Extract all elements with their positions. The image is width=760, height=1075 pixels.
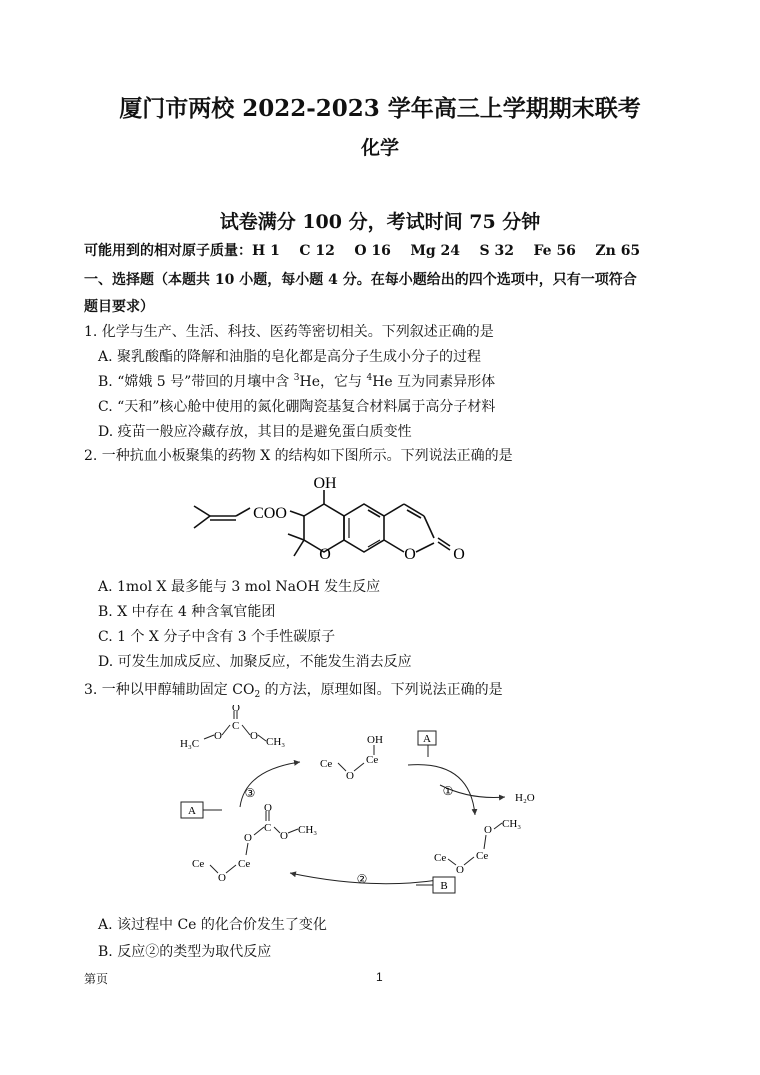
ce-label: Ce <box>192 858 205 870</box>
atomic-mass-line: 可能用到的相对原子质量：H 1 C 12 O 16 Mg 24 S 32 Fe 56 Zn 65 <box>84 243 641 259</box>
q1-stem: 1. 化学与生产、生活、科技、医药等密切相关。下列叙述正确的是 <box>84 324 494 340</box>
water-label: H₂O <box>515 792 535 804</box>
ce-label: Ce <box>366 754 379 766</box>
q1-option-b: B. “嫦娥 5 号”带回的月壤中含 $^3$He，它与 $^4$He 互为同素异形体 <box>98 373 496 390</box>
o-label: O <box>346 770 354 782</box>
section1-heading-line1: 一、选择题（本题共 10 小题，每小题 4 分。在每小题给出的四个选项中，只有一项符合 <box>84 272 637 288</box>
ch3-label: CH₃ <box>266 736 286 748</box>
q1-option-a: A. 聚乳酸酯的降解和油脂的皂化都是高分子生成小分子的过程 <box>98 349 482 365</box>
o-label: O <box>484 824 492 836</box>
exam-info: 试卷满分 100 分，考试时间 75 分钟 <box>219 211 541 233</box>
section1-heading-line2: 题目要求） <box>84 299 154 315</box>
footer-label: 第页 <box>84 972 109 986</box>
exam-title: 厦门市两校 2022-2023 学年高三上学期期末联考 <box>119 95 641 122</box>
carbonyl-o-label: O <box>453 546 465 563</box>
q2-option-d: D. 可发生加成反应、加聚反应，不能发生消去反应 <box>98 654 412 670</box>
step3-label: ③ <box>244 786 256 800</box>
box-b: B <box>440 880 448 892</box>
ring-o-label-1: O <box>319 546 331 563</box>
step1-label: ① <box>442 784 454 798</box>
q3-option-a: A. 该过程中 Ce 的化合价发生了变化 <box>98 917 327 933</box>
q1-option-d: D. 疫苗一般应冷藏存放，其目的是避免蛋白质变性 <box>98 424 412 440</box>
subject-title: 化学 <box>360 137 399 159</box>
o-label: O <box>264 802 272 814</box>
q2-stem: 2. 一种抗血小板聚集的药物 X 的结构如下图所示。下列说法正确的是 <box>84 448 513 464</box>
oh-label: OH <box>313 475 337 492</box>
co2-fixation-cycle-diagram <box>170 705 570 905</box>
o-label: O <box>456 864 464 876</box>
o-label: O <box>214 730 222 742</box>
q2-option-c: C. 1 个 X 分子中含有 3 个手性碳原子 <box>98 629 336 645</box>
c-label: C <box>264 822 272 834</box>
step2-label: ② <box>356 872 368 886</box>
ce-label: Ce <box>434 852 447 864</box>
box-a-top: A <box>423 733 431 745</box>
q3-stem: 3. 一种以甲醇辅助固定 $CO_2$ 的方法，原理如图。下列说法正确的是 <box>84 682 503 700</box>
ring-o-label-2: O <box>404 546 416 563</box>
o-label: O <box>232 705 240 714</box>
ce-label: Ce <box>320 758 333 770</box>
o-label: O <box>244 832 252 844</box>
drug-x-structure <box>180 468 480 573</box>
coo-label: COO <box>253 505 287 522</box>
ch3-label: CH₃ <box>298 824 318 836</box>
ce-label: Ce <box>238 858 251 870</box>
box-a-left: A <box>188 805 196 817</box>
page-number: 1 <box>376 970 383 984</box>
o-label: O <box>280 830 288 842</box>
q2-option-b: B. X 中存在 4 种含氧官能团 <box>98 604 276 620</box>
oh-label: OH <box>367 734 383 746</box>
ce-label: Ce <box>476 850 489 862</box>
c-label: C <box>232 720 240 732</box>
q2-option-a: A. 1mol X 最多能与 3 mol NaOH 发生反应 <box>98 579 381 595</box>
o-label: O <box>250 730 258 742</box>
o-label: O <box>218 872 226 884</box>
q1-option-c: C. “天和”核心舱中使用的氮化硼陶瓷基复合材料属于高分子材料 <box>98 399 496 415</box>
ch3-left-label: H₃C <box>180 738 200 750</box>
q3-option-b: B. 反应②的类型为取代反应 <box>98 944 272 960</box>
ch3-label: CH₃ <box>502 818 522 830</box>
